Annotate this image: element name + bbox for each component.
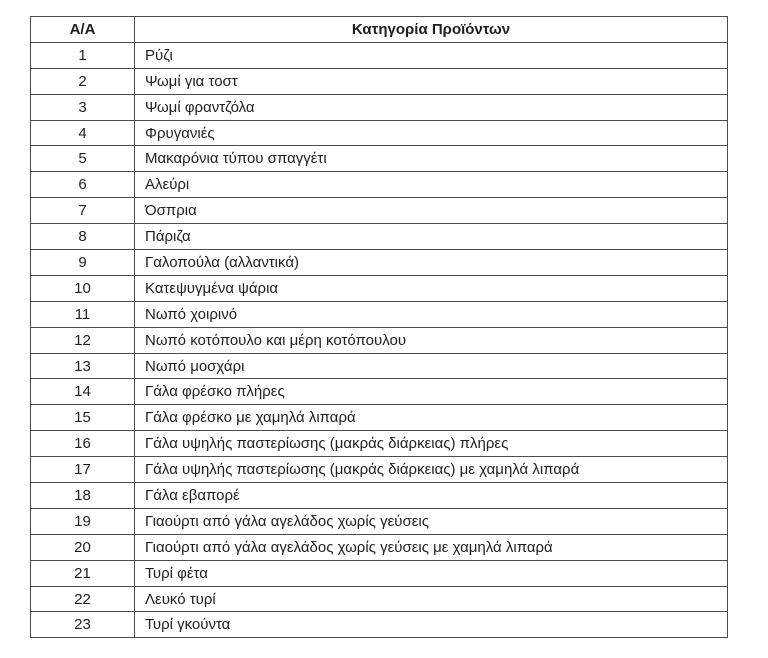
table-row: [31, 431, 728, 457]
row-category-cell: Ρύζι: [135, 42, 728, 68]
row-number-cell: 18: [31, 483, 135, 509]
row-category-cell: Γάλα εβαπορέ: [135, 483, 728, 509]
row-category-cell: Τυρί φέτα: [135, 560, 728, 586]
row-number-cell: 15: [31, 405, 135, 431]
row-number-cell: 16: [31, 431, 135, 457]
table-row: [31, 120, 728, 146]
row-number-cell: 19: [31, 508, 135, 534]
column-header-aa: Α/Α: [31, 17, 135, 43]
row-number-cell: 13: [31, 353, 135, 379]
table-row: [31, 275, 728, 301]
row-number-cell: 12: [31, 327, 135, 353]
table-row: [31, 327, 728, 353]
row-number-cell: 14: [31, 379, 135, 405]
table-row: [31, 508, 728, 534]
column-header-category: Κατηγορία Προϊόντων: [135, 17, 728, 43]
table-row: [31, 586, 728, 612]
row-category-cell: Αλεύρι: [135, 172, 728, 198]
table-row: [31, 198, 728, 224]
row-category-cell: Γιαούρτι από γάλα αγελάδος χωρίς γεύσεις: [135, 508, 728, 534]
row-category-cell: Γάλα φρέσκο πλήρες: [135, 379, 728, 405]
row-number-cell: 2: [31, 68, 135, 94]
row-category-cell: Γιαούρτι από γάλα αγελάδος χωρίς γεύσεις με χαμηλά λιπαρά: [135, 534, 728, 560]
table-row: [31, 457, 728, 483]
row-number-cell: 17: [31, 457, 135, 483]
table-row: [31, 172, 728, 198]
row-category-cell: Όσπρια: [135, 198, 728, 224]
row-number-cell: 11: [31, 301, 135, 327]
row-number-cell: 22: [31, 586, 135, 612]
row-number-cell: 9: [31, 250, 135, 276]
row-category-cell: Νωπό μοσχάρι: [135, 353, 728, 379]
table-row: [31, 534, 728, 560]
row-category-cell: Μακαρόνια τύπου σπαγγέτι: [135, 146, 728, 172]
row-number-cell: 20: [31, 534, 135, 560]
row-number-cell: 6: [31, 172, 135, 198]
table-row: [31, 68, 728, 94]
row-category-cell: Γαλοπούλα (αλλαντικά): [135, 250, 728, 276]
row-number-cell: 21: [31, 560, 135, 586]
row-category-cell: Γάλα υψηλής παστερίωσης (μακράς διάρκειας) πλήρες: [135, 431, 728, 457]
table-row: [31, 379, 728, 405]
product-category-table: [30, 16, 728, 638]
header-row: [31, 17, 728, 43]
table-row: [31, 612, 728, 638]
row-number-cell: 3: [31, 94, 135, 120]
table-row: [31, 483, 728, 509]
table-row: [31, 560, 728, 586]
row-category-cell: Φρυγανιές: [135, 120, 728, 146]
row-category-cell: Γάλα φρέσκο με χαμηλά λιπαρά: [135, 405, 728, 431]
row-category-cell: Γάλα υψηλής παστερίωσης (μακράς διάρκειας) με χαμηλά λιπαρά: [135, 457, 728, 483]
table-row: [31, 353, 728, 379]
row-number-cell: 5: [31, 146, 135, 172]
row-category-cell: Ψωμί για τοστ: [135, 68, 728, 94]
row-number-cell: 4: [31, 120, 135, 146]
row-number-cell: 8: [31, 224, 135, 250]
row-number-cell: 1: [31, 42, 135, 68]
table-row: [31, 250, 728, 276]
row-number-cell: 10: [31, 275, 135, 301]
row-category-cell: Πάριζα: [135, 224, 728, 250]
row-category-cell: Τυρί γκούντα: [135, 612, 728, 638]
table-row: [31, 42, 728, 68]
row-category-cell: Κατεψυγμένα ψάρια: [135, 275, 728, 301]
table-row: [31, 146, 728, 172]
table-row: [31, 94, 728, 120]
row-number-cell: 7: [31, 198, 135, 224]
row-number-cell: 23: [31, 612, 135, 638]
row-category-cell: Λευκό τυρί: [135, 586, 728, 612]
row-category-cell: Νωπό χοιρινό: [135, 301, 728, 327]
table-row: [31, 224, 728, 250]
row-category-cell: Ψωμί φραντζόλα: [135, 94, 728, 120]
table-row: [31, 405, 728, 431]
table-row: [31, 301, 728, 327]
row-category-cell: Νωπό κοτόπουλο και μέρη κοτόπουλου: [135, 327, 728, 353]
